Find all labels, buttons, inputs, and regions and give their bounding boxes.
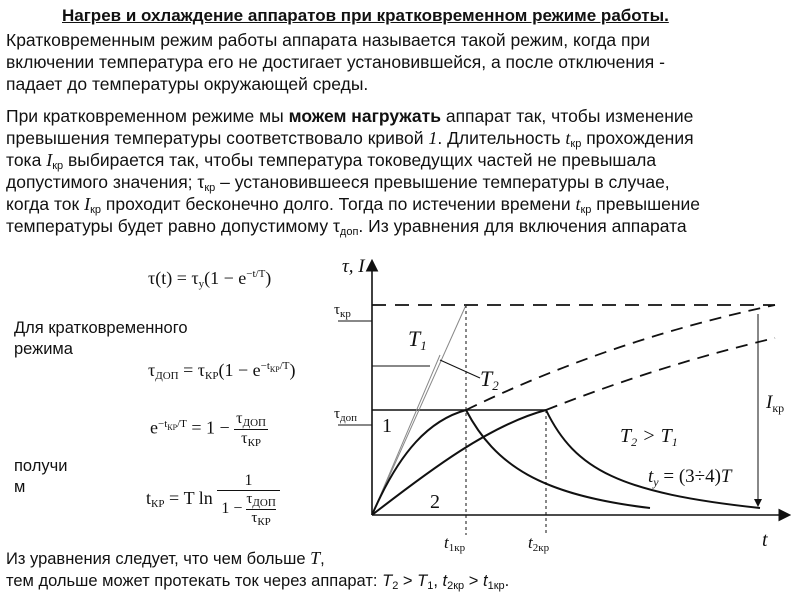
y-axis-label: τ, I [342, 256, 365, 277]
emphasis-text: можем нагружать [288, 106, 441, 126]
formula-exp-ratio: $e^{-t_{КР}/T} = 1$ − $\tau_{ДОП}$ $\tau_{КР}$ [150, 410, 266, 449]
body-line-2: превышения температуры соответствовало кривой 1. Длительность $t_{кр}$ прохождения [6, 128, 694, 150]
asymptote-curve-T1 [466, 305, 775, 410]
body-line-1: При кратковременном режиме мы можем нагружать аппарат так, чтобы изменение [6, 106, 694, 126]
T2-label: T2 [480, 366, 499, 393]
T1-label: T1 [408, 326, 427, 353]
conclusion-line-1: Из уравнения следует, что чем больше T, [6, 548, 325, 568]
T2-gt-T1-label: $T_2 > T_1$ [620, 425, 678, 449]
get-label: получи м [14, 457, 68, 496]
asymptote-curve-T2 [546, 338, 775, 410]
intro-line-1: Кратковременным режим работы аппарата называется такой режим, когда при [6, 30, 650, 50]
page-title: Нагрев и охлаждение аппаратов при кратковременном режиме работы. [62, 6, 669, 25]
t-y-label: $t_у = (3\div 4)T$ [648, 466, 732, 489]
level-tau-kr: $\tau_{кр}$ [334, 302, 351, 320]
x-tick-t1kr: t1кр [444, 533, 466, 554]
intro-line-2: включении температура его не достигает установившейся, а после отключения - [6, 52, 665, 72]
body-line-4: допустимого значения; $\tau_{кр}$ – установившееся превышение температуры в случае, [6, 172, 670, 194]
body-line-3: тока $I_{кр}$ выбирается так, чтобы температура токоведущих частей не превышала [6, 150, 657, 172]
formula-t-kr: $t_{КР} = T$ ln 1 1 − $\tau_{ДОП}$ $\tau_{КР}$ [146, 472, 280, 528]
short-mode-label: Для кратковременного режима [14, 319, 188, 358]
x-tick-t2kr: t2кр [528, 533, 550, 554]
I-kr-label: $I_{кр}$ [766, 392, 785, 415]
curve-2-heating [372, 410, 546, 515]
intro-line-3: падает до температуры окружающей среды. [6, 74, 369, 94]
heating-cooling-chart [330, 250, 800, 562]
x-axis-label: t [762, 529, 768, 551]
curve-1-label: 1 [382, 415, 392, 437]
level-tau-dop: $\tau_{доп}$ [334, 406, 358, 424]
formula-tau-dop: $\tau_{ДОП} = \tau_{КР}(1 - e^{-t_{КР}/T})$ [148, 360, 296, 382]
conclusion-line-2: тем дольше может протекать ток через аппарат: $T_2 > T_1$, $t_{2кр} > t_{1кр}$. [6, 572, 510, 592]
body-line-5: когда ток $I_{кр}$ проходит бесконечно долго. Тогда по истечении времени $t_{кр}$ превышение [6, 194, 701, 216]
formula-heating: $\tau(t) = \tau_у(1 - e^{-t/T})$ [148, 268, 272, 290]
curve-2-label: 2 [430, 491, 440, 513]
body-line-6: температуры будет равно допустимому $\tau_{доп}$. Из уравнения для включения аппарата [6, 216, 687, 238]
T2-pointer [440, 360, 480, 378]
